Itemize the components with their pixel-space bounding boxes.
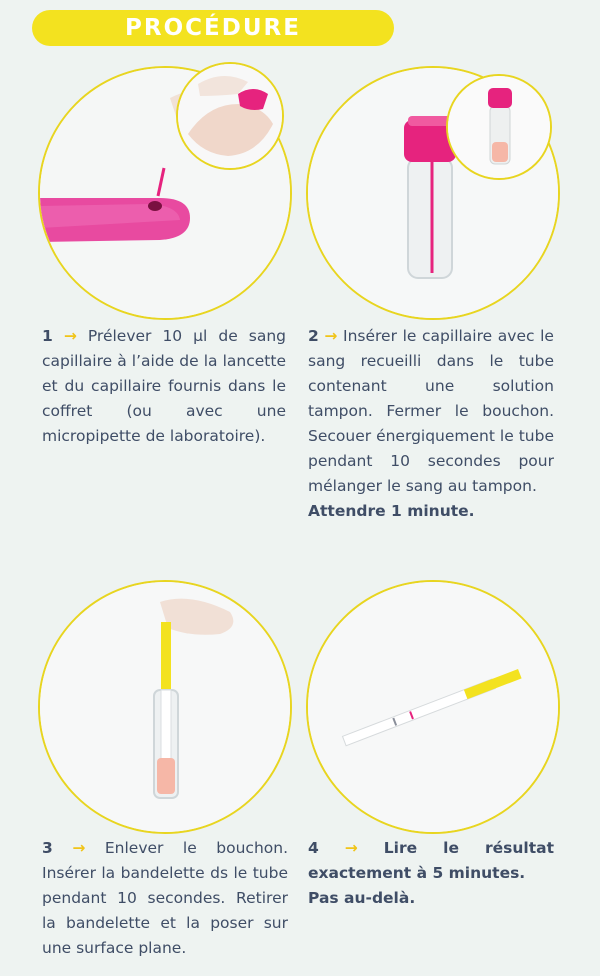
- step4-instructions: [308, 836, 554, 911]
- step4-arrow-icon: →: [344, 839, 358, 857]
- step1-inset-image: [176, 62, 284, 170]
- page-title: PROCÉDURE: [125, 15, 301, 41]
- step3-arrow-icon: →: [72, 839, 86, 857]
- step4-text: Lire le résultat exactement à 5 minutes.: [308, 839, 554, 882]
- step4-number: 4: [308, 839, 319, 857]
- step1-arrow-icon: →: [63, 327, 77, 345]
- step4-note: Pas au-delà.: [308, 889, 416, 907]
- step2-text: Insérer le capillaire avec le sang recueilli dans le tube contenant une solution tampon. Fermer le bouchon. Secouer énergiquement le tube pendant 10 secondes pour mélanger le sang au tampon.: [308, 327, 554, 495]
- step3-number: 3: [42, 839, 53, 857]
- step2-number: 2: [308, 327, 319, 345]
- step2-inset-image: [446, 74, 552, 180]
- step1-text: Prélever 10 µl de sang capillaire à l’aide de la lancette et du capillaire fournis dans le coffret (ou avec une micropipette de laboratoire).: [42, 327, 287, 445]
- procedure-banner: [32, 10, 394, 46]
- step3-text: Enlever le bouchon. Insérer la bandelette ds le tube pendant 10 secondes. Retirer la bandelette et la poser sur une surface plane.: [42, 839, 289, 957]
- step2-arrow-icon: →: [324, 327, 338, 345]
- step3-illustration: [38, 580, 292, 834]
- step2-note: Attendre 1 minute.: [308, 502, 475, 520]
- step3-instructions: [42, 836, 288, 961]
- step1-instructions: [42, 324, 286, 449]
- step1-number: 1: [42, 327, 53, 345]
- step2-instructions: [308, 324, 554, 524]
- step4-illustration: [306, 580, 560, 834]
